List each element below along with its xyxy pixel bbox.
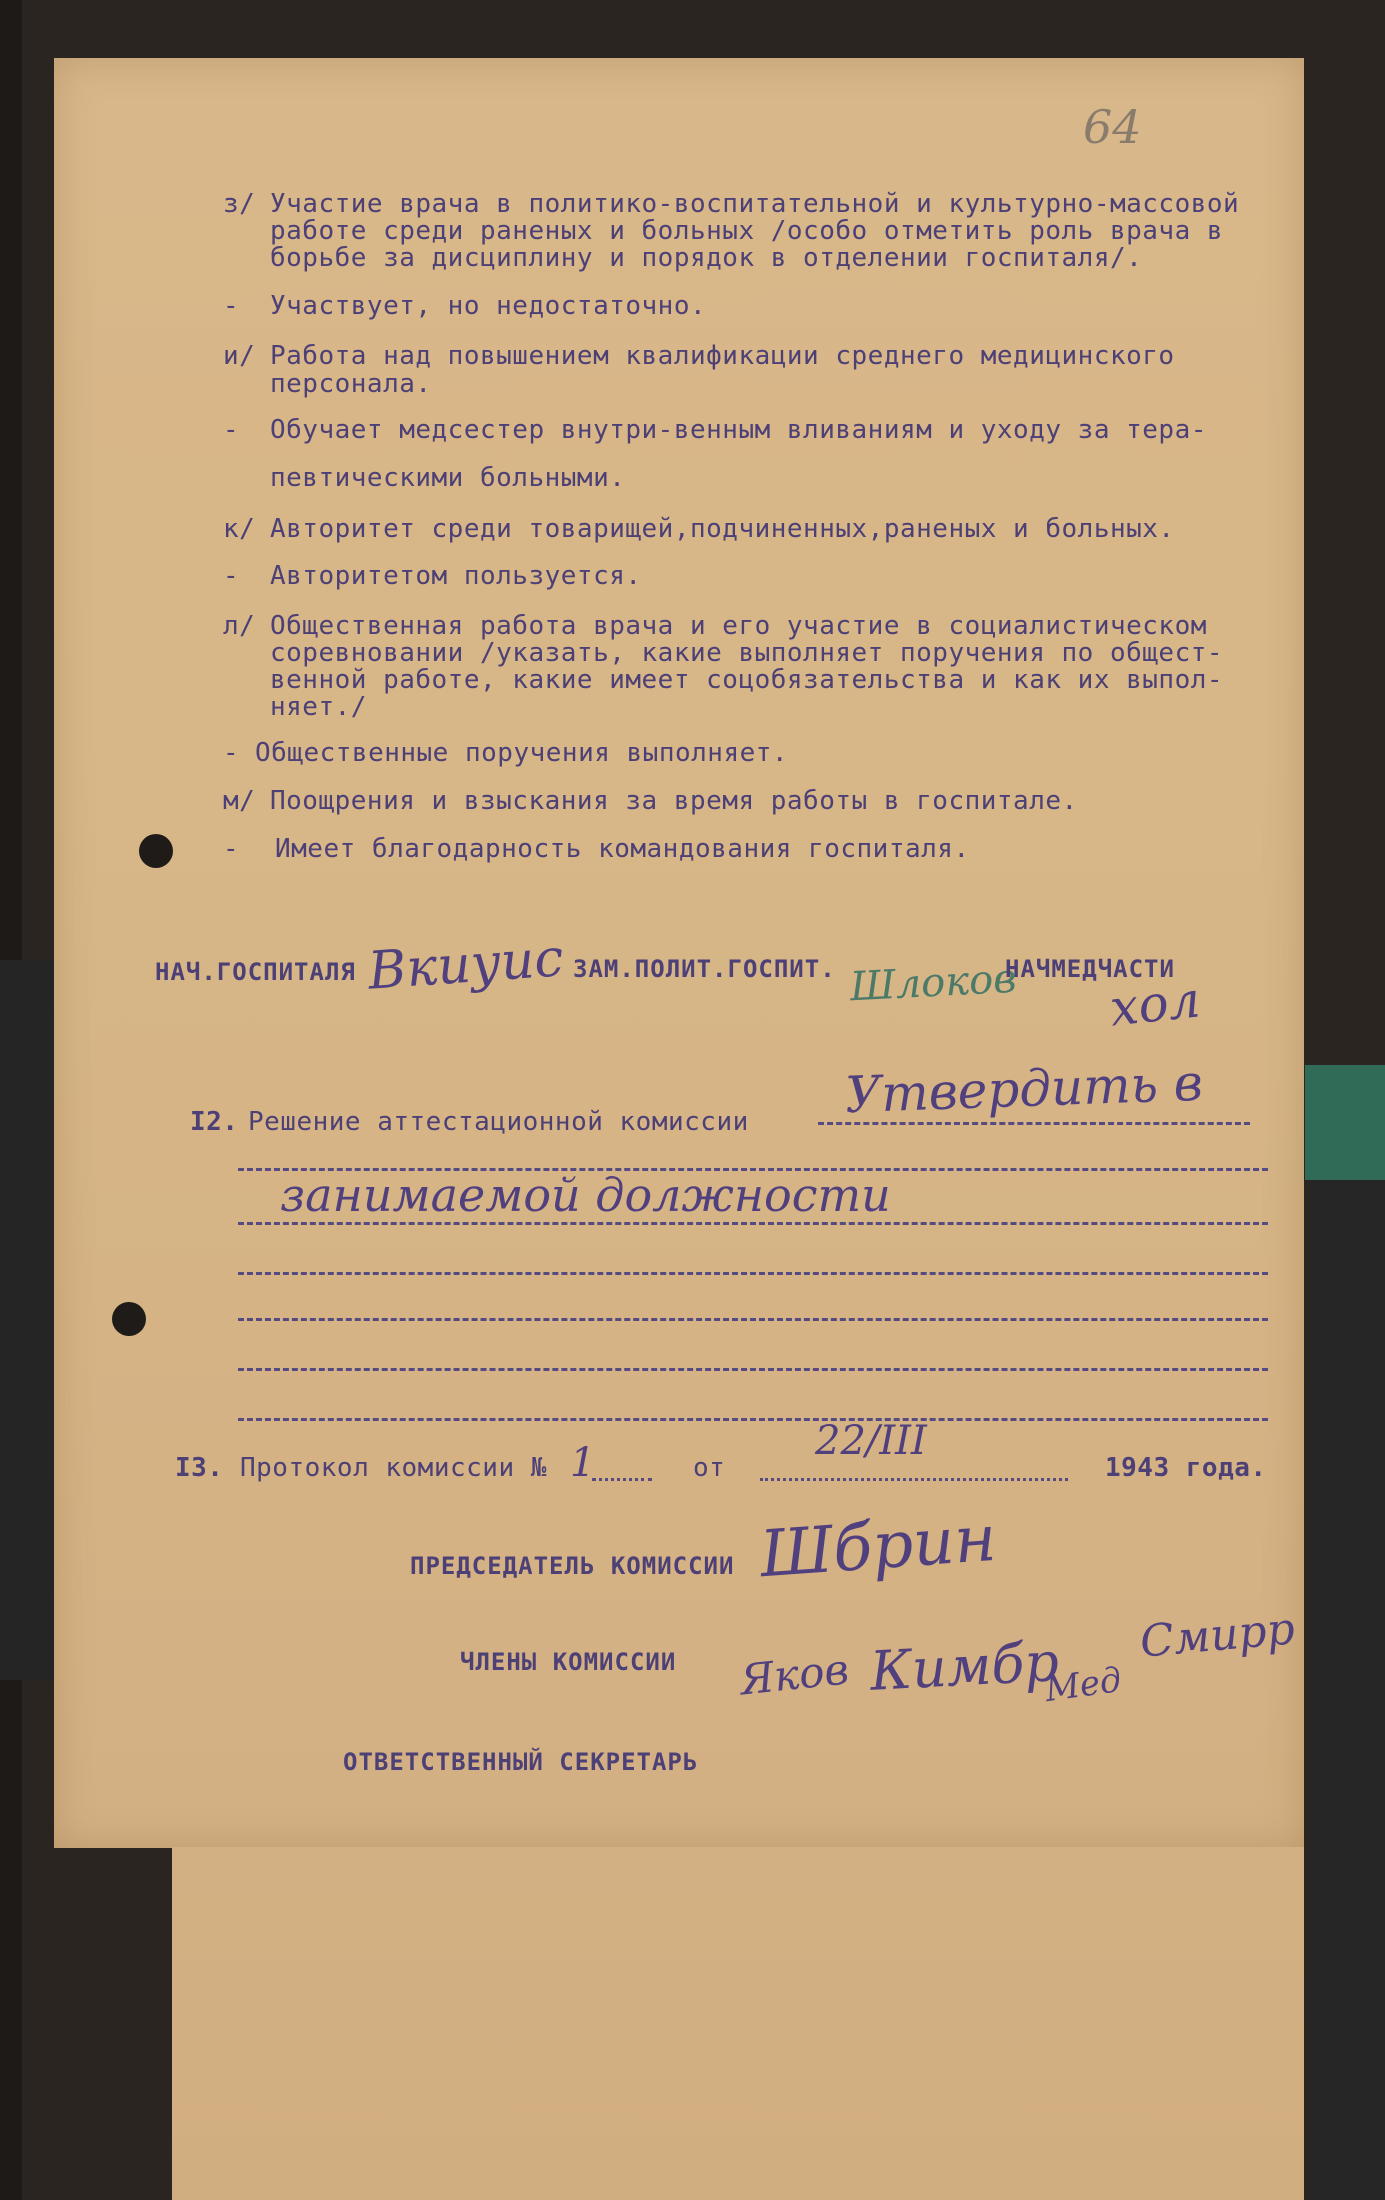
protocol-label: Протокол комиссии № — [240, 1453, 547, 1483]
section-z-line: работе среди раненых и больных /особо отметить роль врача в — [270, 216, 1224, 246]
section-l-answer: Общественные поручения выполняет. — [255, 738, 789, 768]
section-z-line: Участие врача в политико-воспитательной и культурно-массовой — [270, 189, 1240, 219]
deputy-political-label: ЗАМ.ПОЛИТ.ГОСПИТ. — [573, 955, 836, 983]
section-i-marker: и/ — [223, 341, 256, 371]
page-number: 64 — [1083, 100, 1142, 154]
punch-hole — [112, 1302, 146, 1336]
protocol-from-label: от — [693, 1453, 726, 1483]
decision-fill-line — [238, 1272, 1268, 1275]
decision-fill-line — [238, 1222, 1268, 1225]
answer-dash: - — [223, 561, 240, 591]
chief-medical-signature: хол — [1107, 970, 1203, 1038]
decision-fill-line — [238, 1318, 1268, 1321]
decision-fill-line — [238, 1418, 1268, 1421]
section-k-line: Авторитет среди товарищей,подчиненных,раненых и больных. — [270, 514, 1175, 544]
head-of-hospital-label: НАЧ.ГОСПИТАЛЯ — [155, 958, 356, 986]
answer-dash: - — [223, 291, 240, 321]
commission-member-signature: Смирр — [1138, 1603, 1297, 1668]
section-i-line: Работа над повышением квалификации среднего медицинского — [270, 341, 1175, 371]
section-i-answer: певтическими больными. — [270, 463, 626, 493]
background-strip — [1310, 1180, 1385, 2200]
commission-chairman-label: ПРЕДСЕДАТЕЛЬ КОМИССИИ — [410, 1552, 735, 1580]
protocol-no-fill — [592, 1478, 652, 1481]
commission-secretary-label: ОТВЕТСТВЕННЫЙ СЕКРЕТАРЬ — [343, 1748, 699, 1776]
protocol-year: 1943 года. — [1105, 1453, 1267, 1483]
decision-handwritten-line2: занимаемой должности — [280, 1168, 891, 1222]
commission-members-label: ЧЛЕНЫ КОМИССИИ — [460, 1648, 677, 1676]
protocol-number: I3. — [175, 1453, 224, 1483]
commission-member-signature: Мед — [1042, 1659, 1124, 1711]
section-k-marker: к/ — [223, 514, 256, 544]
decision-number: I2. — [190, 1107, 239, 1137]
commission-chairman-signature: Шбрин — [757, 1501, 999, 1593]
deputy-political-signature: Шлоков — [848, 955, 1018, 1011]
section-i-answer: Обучает медсестер внутри-венным вливаниям и уходу за тера- — [270, 415, 1207, 445]
decision-fill-line — [818, 1122, 1250, 1125]
section-m-line: Поощрения и взыскания за время работы в госпитале. — [270, 786, 1078, 816]
section-l-marker: л/ — [223, 611, 256, 641]
section-m-answer: Имеет благодарность командования госпиталя. — [275, 834, 970, 864]
section-m-marker: м/ — [223, 786, 256, 816]
section-l-line: венной работе, какие имеет соцобязательства и как их выпол- — [270, 665, 1224, 695]
punch-hole — [139, 834, 173, 868]
section-i-line: персонала. — [270, 369, 432, 399]
protocol-no-value: 1 — [570, 1440, 596, 1486]
commission-member-signature: Яков — [737, 1644, 851, 1705]
section-z-line: борьбе за дисциплину и порядок в отделении госпиталя/. — [270, 243, 1143, 273]
protocol-date-fill — [760, 1478, 1068, 1481]
section-z-answer: Участвует, но недостаточно. — [270, 291, 707, 321]
section-l-line: Общественная работа врача и его участие в социалистическом — [270, 611, 1207, 641]
section-l-line: няет./ — [270, 692, 367, 722]
decision-label: Решение аттестационной комиссии — [248, 1107, 749, 1137]
document-page-bottom — [172, 1847, 1304, 2200]
decision-fill-line — [238, 1368, 1268, 1371]
protocol-date-value: 22/III — [815, 1418, 927, 1464]
answer-dash: - — [223, 415, 240, 445]
answer-dash: - — [223, 834, 240, 864]
chief-medical-label: НАЧМЕДЧАСТИ — [1005, 955, 1175, 983]
green-tab — [1305, 1065, 1385, 1180]
section-l-line: соревновании /указать, какие выполняет поручения по общест- — [270, 638, 1224, 668]
commission-member-signature: Кимбр — [868, 1630, 1061, 1703]
head-of-hospital-signature: Вкиуис — [366, 928, 566, 1002]
section-k-answer: Авторитетом пользуется. — [270, 561, 642, 591]
section-z-marker: з/ — [223, 189, 256, 219]
answer-dash: - — [223, 738, 240, 768]
decision-handwritten-line1: Утвердить в — [844, 1053, 1204, 1125]
